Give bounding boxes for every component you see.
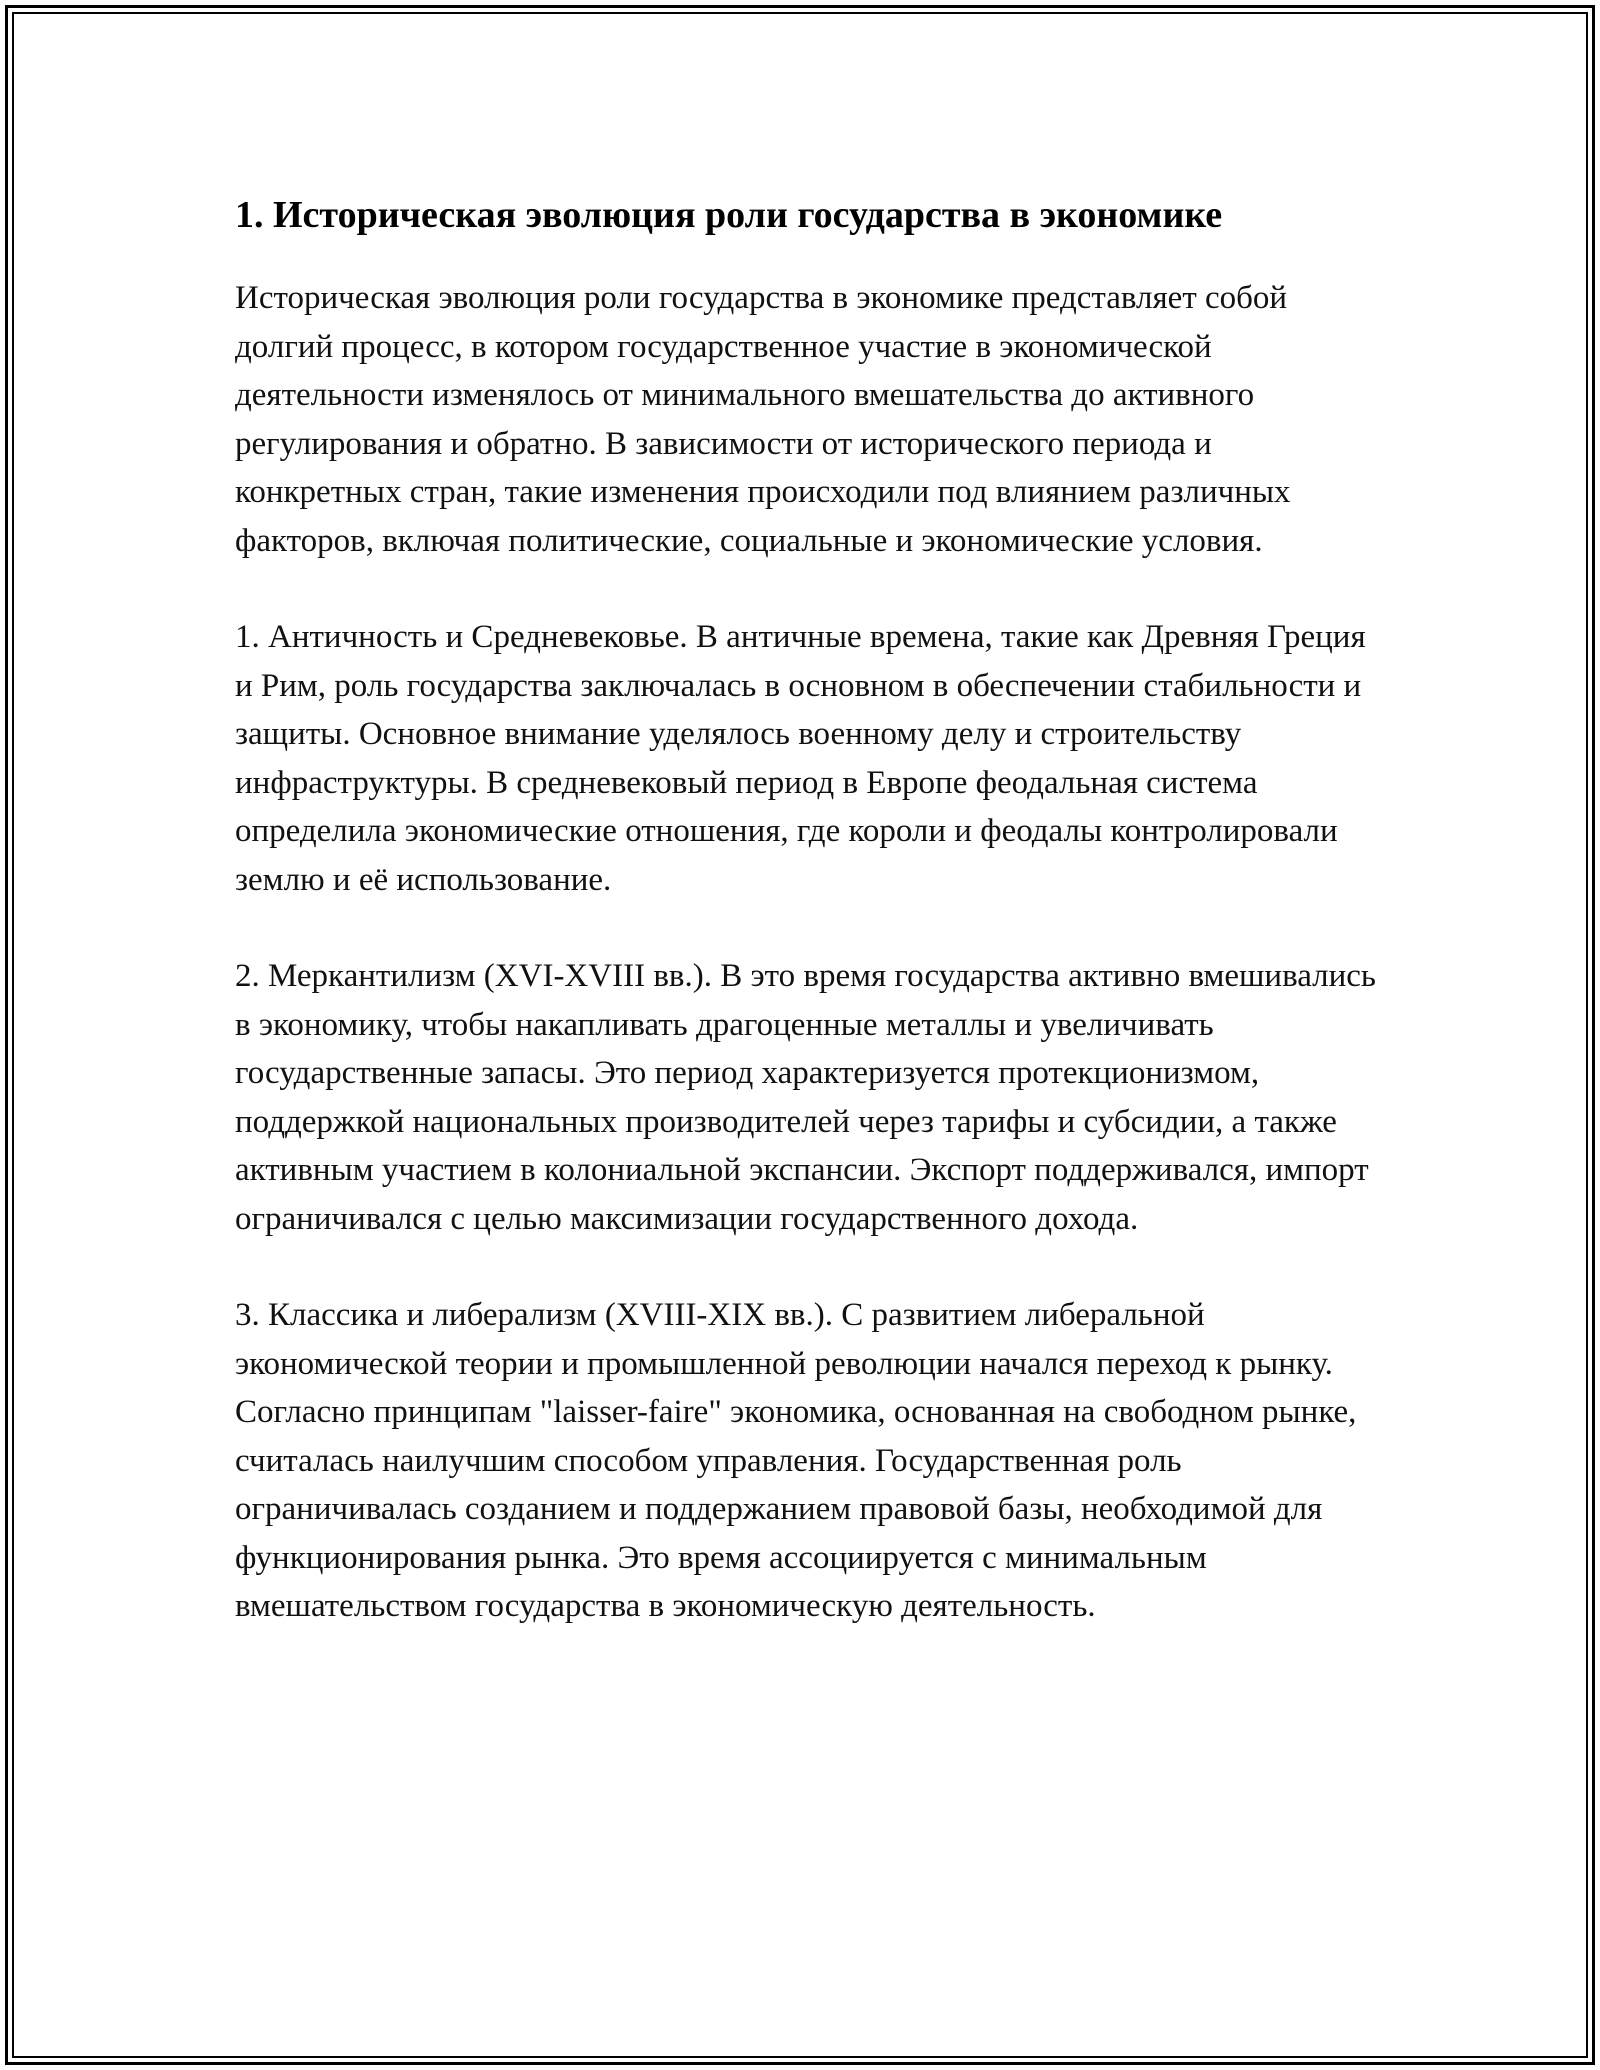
document-body xyxy=(235,186,1385,1679)
liberalism-paragraph: 3. Классика и либерализм (XVIII-XIX вв.). С развитием либеральной экономической теории и промышленной революции начался переход к рынку. Согласно принципам "laisser-faire" экономика, основанная на свободном рынке, считалась наилучшим способом управления. Государственная роль ограничивалась созданием и поддержанием правовой базы, необходимой для функционирования рынка. Это время ассоциируется с минимальным вмешательством государства в экономическую деятельность. xyxy=(235,1297,1357,1624)
mercantilism-paragraph: 2. Меркантилизм (XVI-XVIII вв.). В это время государства активно вмешивались в экономику, чтобы накапливать драгоценные металлы и увеличивать государственные запасы. Это период характеризуется протекционизмом, поддержкой национальных производителей через тарифы и субсидии, а также активным участием в колониальной экспансии. Экспорт поддерживался, импорт ограничивался с целью максимизации государственного дохода. xyxy=(235,958,1376,1237)
antiquity-paragraph: 1. Античность и Средневековье. В античные времена, такие как Древняя Греция и Рим, роль государства заключалась в основном в обеспечении стабильности и защиты. Основное внимание уделялось военному делу и строительству инфраструктуры. В средневековый период в Европе феодальная система определила экономические отношения, где короли и феодалы контролировали землю и её использование. xyxy=(235,619,1366,898)
section-heading: 1. Историческая эволюция роли государства в экономике xyxy=(235,194,1223,236)
intro-paragraph: Историческая эволюция роли государства в экономике представляет собой долгий процесс, в котором государственное участие в экономической деятельности изменялось от минимального вмешательства до активного регулирования и обратно. В зависимости от исторического периода и конкретных стран, такие изменения происходили под влиянием различных факторов, включая политические, социальные и экономические условия. xyxy=(235,280,1291,559)
